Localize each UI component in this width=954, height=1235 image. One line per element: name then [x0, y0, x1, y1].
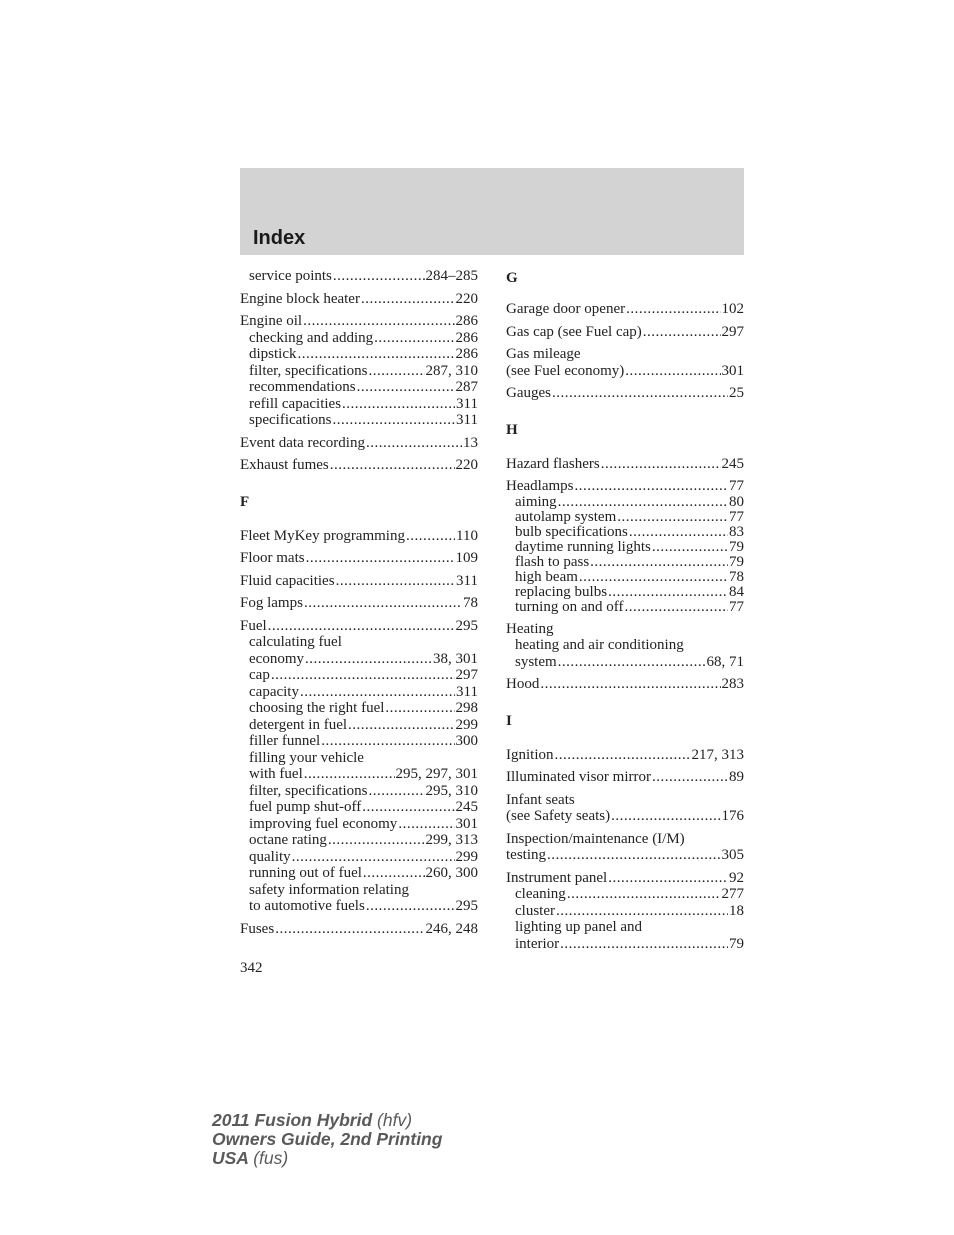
page-ref: 78: [729, 568, 744, 585]
index-entry-group: [240, 268, 478, 285]
page-ref: 13: [463, 434, 478, 451]
index-entry-group: [240, 528, 478, 545]
page-ref: 283: [721, 676, 744, 692]
index-subentry: octane rating ..... 299, 313: [240, 832, 478, 849]
index-subentry: economy ..... 38, 301: [240, 651, 478, 668]
index-entry: Ignition ..... 217, 313: [506, 747, 744, 764]
page-ref: 284–285: [425, 268, 478, 284]
index-subentry: filter, specifications ..... 287, 310: [240, 363, 478, 380]
index-column-right: [506, 265, 744, 952]
page-ref: 300: [455, 733, 478, 749]
page-ref: 79: [729, 553, 744, 570]
footer-line-2: Owners Guide, 2nd Printing: [212, 1129, 443, 1149]
index-subentry: filler funnel ..... 300: [240, 733, 478, 750]
page-ref: 277: [721, 886, 744, 902]
page-ref: 286: [455, 346, 478, 362]
page-ref: 301: [721, 362, 744, 379]
page-ref: 295, 310: [425, 782, 478, 799]
section-letter-i: I: [506, 712, 512, 729]
page-ref: 220: [455, 290, 478, 307]
index-entry: testing ..... 305: [506, 847, 744, 864]
page-ref: 311: [456, 683, 478, 700]
page-ref: 295, 297, 301: [395, 766, 478, 782]
page-ref: 311: [456, 395, 478, 412]
index-entry-group: [506, 676, 744, 693]
page-ref: 79: [729, 538, 744, 555]
index-entry: Floor mats ..... 109: [240, 550, 478, 567]
index-subentry: cluster ..... 18: [506, 903, 744, 920]
index-subentry: daytime running lights ..... 79: [506, 540, 744, 555]
index-entry-group: [506, 346, 744, 379]
index-entry: Fuel ..... 295: [240, 618, 478, 635]
page-ref: 217, 313: [691, 746, 744, 763]
index-entry-group: [506, 301, 744, 318]
index-entry-group: [506, 792, 744, 825]
page-ref: 287: [455, 379, 478, 395]
page-ref: 287, 310: [425, 362, 478, 379]
index-subentry: fuel pump shut-off ..... 245: [240, 799, 478, 816]
page-ref: 297: [721, 323, 744, 340]
page-ref: 176: [721, 808, 744, 824]
page-ref: 286: [455, 329, 478, 346]
index-subentry: running out of fuel ..... 260, 300: [240, 865, 478, 882]
index-subentry: replacing bulbs ..... 84: [506, 585, 744, 600]
index-subentry: system ..... 68, 71: [506, 654, 744, 671]
page-ref: 297: [455, 667, 478, 683]
index-subentry: cap ..... 297: [240, 667, 478, 684]
page-ref: 305: [721, 847, 744, 863]
section-letter-h: H: [506, 421, 518, 438]
index-subentry: aiming ..... 80: [506, 495, 744, 510]
index-entry-group: [506, 456, 744, 473]
page-ref: 246, 248: [425, 920, 478, 937]
index-entry-group: [240, 595, 478, 612]
index-entry: Instrument panel ..... 92: [506, 870, 744, 887]
index-entry: Illuminated visor mirror ..... 89: [506, 769, 744, 786]
index-subentry: checking and adding ..... 286: [240, 330, 478, 347]
page-ref: 102: [721, 301, 744, 317]
index-subentry: with fuel ..... 295, 297, 301: [240, 766, 478, 783]
page-ref: 18: [729, 902, 744, 919]
page-ref: 260, 300: [425, 865, 478, 881]
page-ref: 78: [463, 595, 478, 611]
page-ref: 77: [729, 598, 744, 615]
index-subentry: high beam ..... 78: [506, 570, 744, 585]
index-subentry: dipstick ..... 286: [240, 346, 478, 363]
index-subentry: cleaning ..... 277: [506, 886, 744, 903]
index-entry-line: Inspection/maintenance (I/M): [506, 830, 685, 847]
index-subentry: flash to pass ..... 79: [506, 555, 744, 570]
index-subentry: refill capacities ..... 311: [240, 396, 478, 413]
index-subentry-line: filling your vehicle: [249, 749, 364, 766]
index-entry-group: [240, 573, 478, 590]
index-entry: Engine block heater ..... 220: [240, 291, 478, 308]
footer-line-3: USA (fus): [212, 1148, 289, 1168]
page-ref: 245: [455, 799, 478, 815]
index-entry: Hazard flashers ..... 245: [506, 456, 744, 473]
index-entry-group: [240, 550, 478, 567]
page-ref: 286: [455, 313, 478, 329]
index-entry-group: [240, 435, 478, 452]
page-ref: 299, 313: [425, 832, 478, 848]
page-number: 342: [240, 960, 263, 976]
page-ref: 220: [455, 457, 478, 473]
index-subentry: specifications ..... 311: [240, 412, 478, 429]
page-ref: 77: [729, 478, 744, 494]
page-ref: 25: [729, 385, 744, 401]
index-entry: (see Safety seats) ..... 176: [506, 808, 744, 825]
page-title: Index: [253, 227, 306, 249]
page-ref: 84: [729, 583, 744, 600]
index-subentry: capacity ..... 311: [240, 684, 478, 701]
index-entry: Fuses ..... 246, 248: [240, 921, 478, 938]
index-entry: Hood ..... 283: [506, 676, 744, 693]
index-entry: Fluid capacities ..... 311: [240, 573, 478, 590]
index-entry-group: [240, 618, 478, 915]
index-entry-group: [506, 621, 744, 671]
page-ref: 295: [455, 617, 478, 634]
page-ref: 299: [455, 848, 478, 865]
footer-line-1: 2011 Fusion Hybrid (hfv): [212, 1110, 413, 1130]
index-entry: Headlamps ..... 77: [506, 478, 744, 495]
index-entry: Garage door opener ..... 102: [506, 301, 744, 318]
index-entry-group: [506, 324, 744, 341]
index-entry-group: [506, 831, 744, 864]
index-entry-group: [506, 478, 744, 615]
index-subentry: detergent in fuel ..... 299: [240, 717, 478, 734]
index-entry-line: Gas mileage: [506, 346, 581, 362]
index-entry: Gauges ..... 25: [506, 385, 744, 402]
index-subentry-line: heating and air conditioning: [515, 637, 684, 653]
index-entry: Event data recording ..... 13: [240, 435, 478, 452]
page-ref: 295: [455, 898, 478, 914]
index-entry-group: [506, 769, 744, 786]
index-entry-group: [240, 313, 478, 429]
index-entry: Gas cap (see Fuel cap) ..... 297: [506, 324, 744, 341]
index-entry-group: [240, 457, 478, 474]
index-entry-line: Infant seats: [506, 791, 575, 808]
index-subentry: quality ..... 299: [240, 849, 478, 866]
index-subentry-line: lighting up panel and: [515, 919, 643, 935]
page-ref: 109: [455, 550, 478, 566]
index-subentry: improving fuel economy ..... 301: [240, 816, 478, 833]
page-ref: 38, 301: [433, 650, 478, 667]
index-entry-group: [506, 385, 744, 402]
index-entry: Fleet MyKey programming ..... 110: [240, 528, 478, 545]
section-letter-g: G: [506, 270, 518, 286]
index-entry-group: [506, 870, 744, 953]
page-ref: 110: [456, 527, 478, 544]
page-ref: 92: [729, 869, 744, 886]
page-ref: 79: [729, 935, 744, 952]
page-ref: 68, 71: [706, 653, 744, 670]
page-ref: 83: [729, 523, 744, 540]
index-entry-group: [506, 747, 744, 764]
page-ref: 80: [729, 493, 744, 510]
index-entry: Fog lamps ..... 78: [240, 595, 478, 612]
index-subentry: interior ..... 79: [506, 936, 744, 953]
index-entry-group: [240, 921, 478, 938]
index-subentry: recommendations ..... 287: [240, 379, 478, 396]
index-entry-group: [240, 291, 478, 308]
page-ref: 245: [721, 455, 744, 472]
page-ref: 301: [455, 815, 478, 832]
document-footer: [212, 1111, 442, 1168]
page-ref: 77: [729, 508, 744, 525]
index-subentry: service points ..... 284–285: [240, 268, 478, 285]
index-entry: (see Fuel economy) ..... 301: [506, 363, 744, 380]
page-ref: 89: [729, 769, 744, 785]
index-entry: Exhaust fumes ..... 220: [240, 457, 478, 474]
header-band: [240, 168, 744, 255]
index-subentry: choosing the right fuel ..... 298: [240, 700, 478, 717]
index-subentry-line: safety information relating: [249, 881, 409, 898]
index-subentry: autolamp system ..... 77: [506, 510, 744, 525]
section-letter-f: F: [240, 493, 250, 510]
index-entry: Engine oil ..... 286: [240, 313, 478, 330]
page-ref: 311: [456, 412, 478, 428]
page-ref: 311: [456, 572, 478, 589]
page-ref: 298: [455, 700, 478, 716]
page-ref: 299: [455, 716, 478, 733]
index-subentry: turning on and off ..... 77: [506, 600, 744, 615]
index-subentry: to automotive fuels ..... 295: [240, 898, 478, 915]
index-column-left: [240, 265, 478, 937]
index-entry-line: Heating: [506, 620, 554, 637]
index-subentry: bulb specifications ..... 83: [506, 525, 744, 540]
index-subentry-line: calculating fuel: [249, 634, 342, 650]
index-subentry: filter, specifications ..... 295, 310: [240, 783, 478, 800]
